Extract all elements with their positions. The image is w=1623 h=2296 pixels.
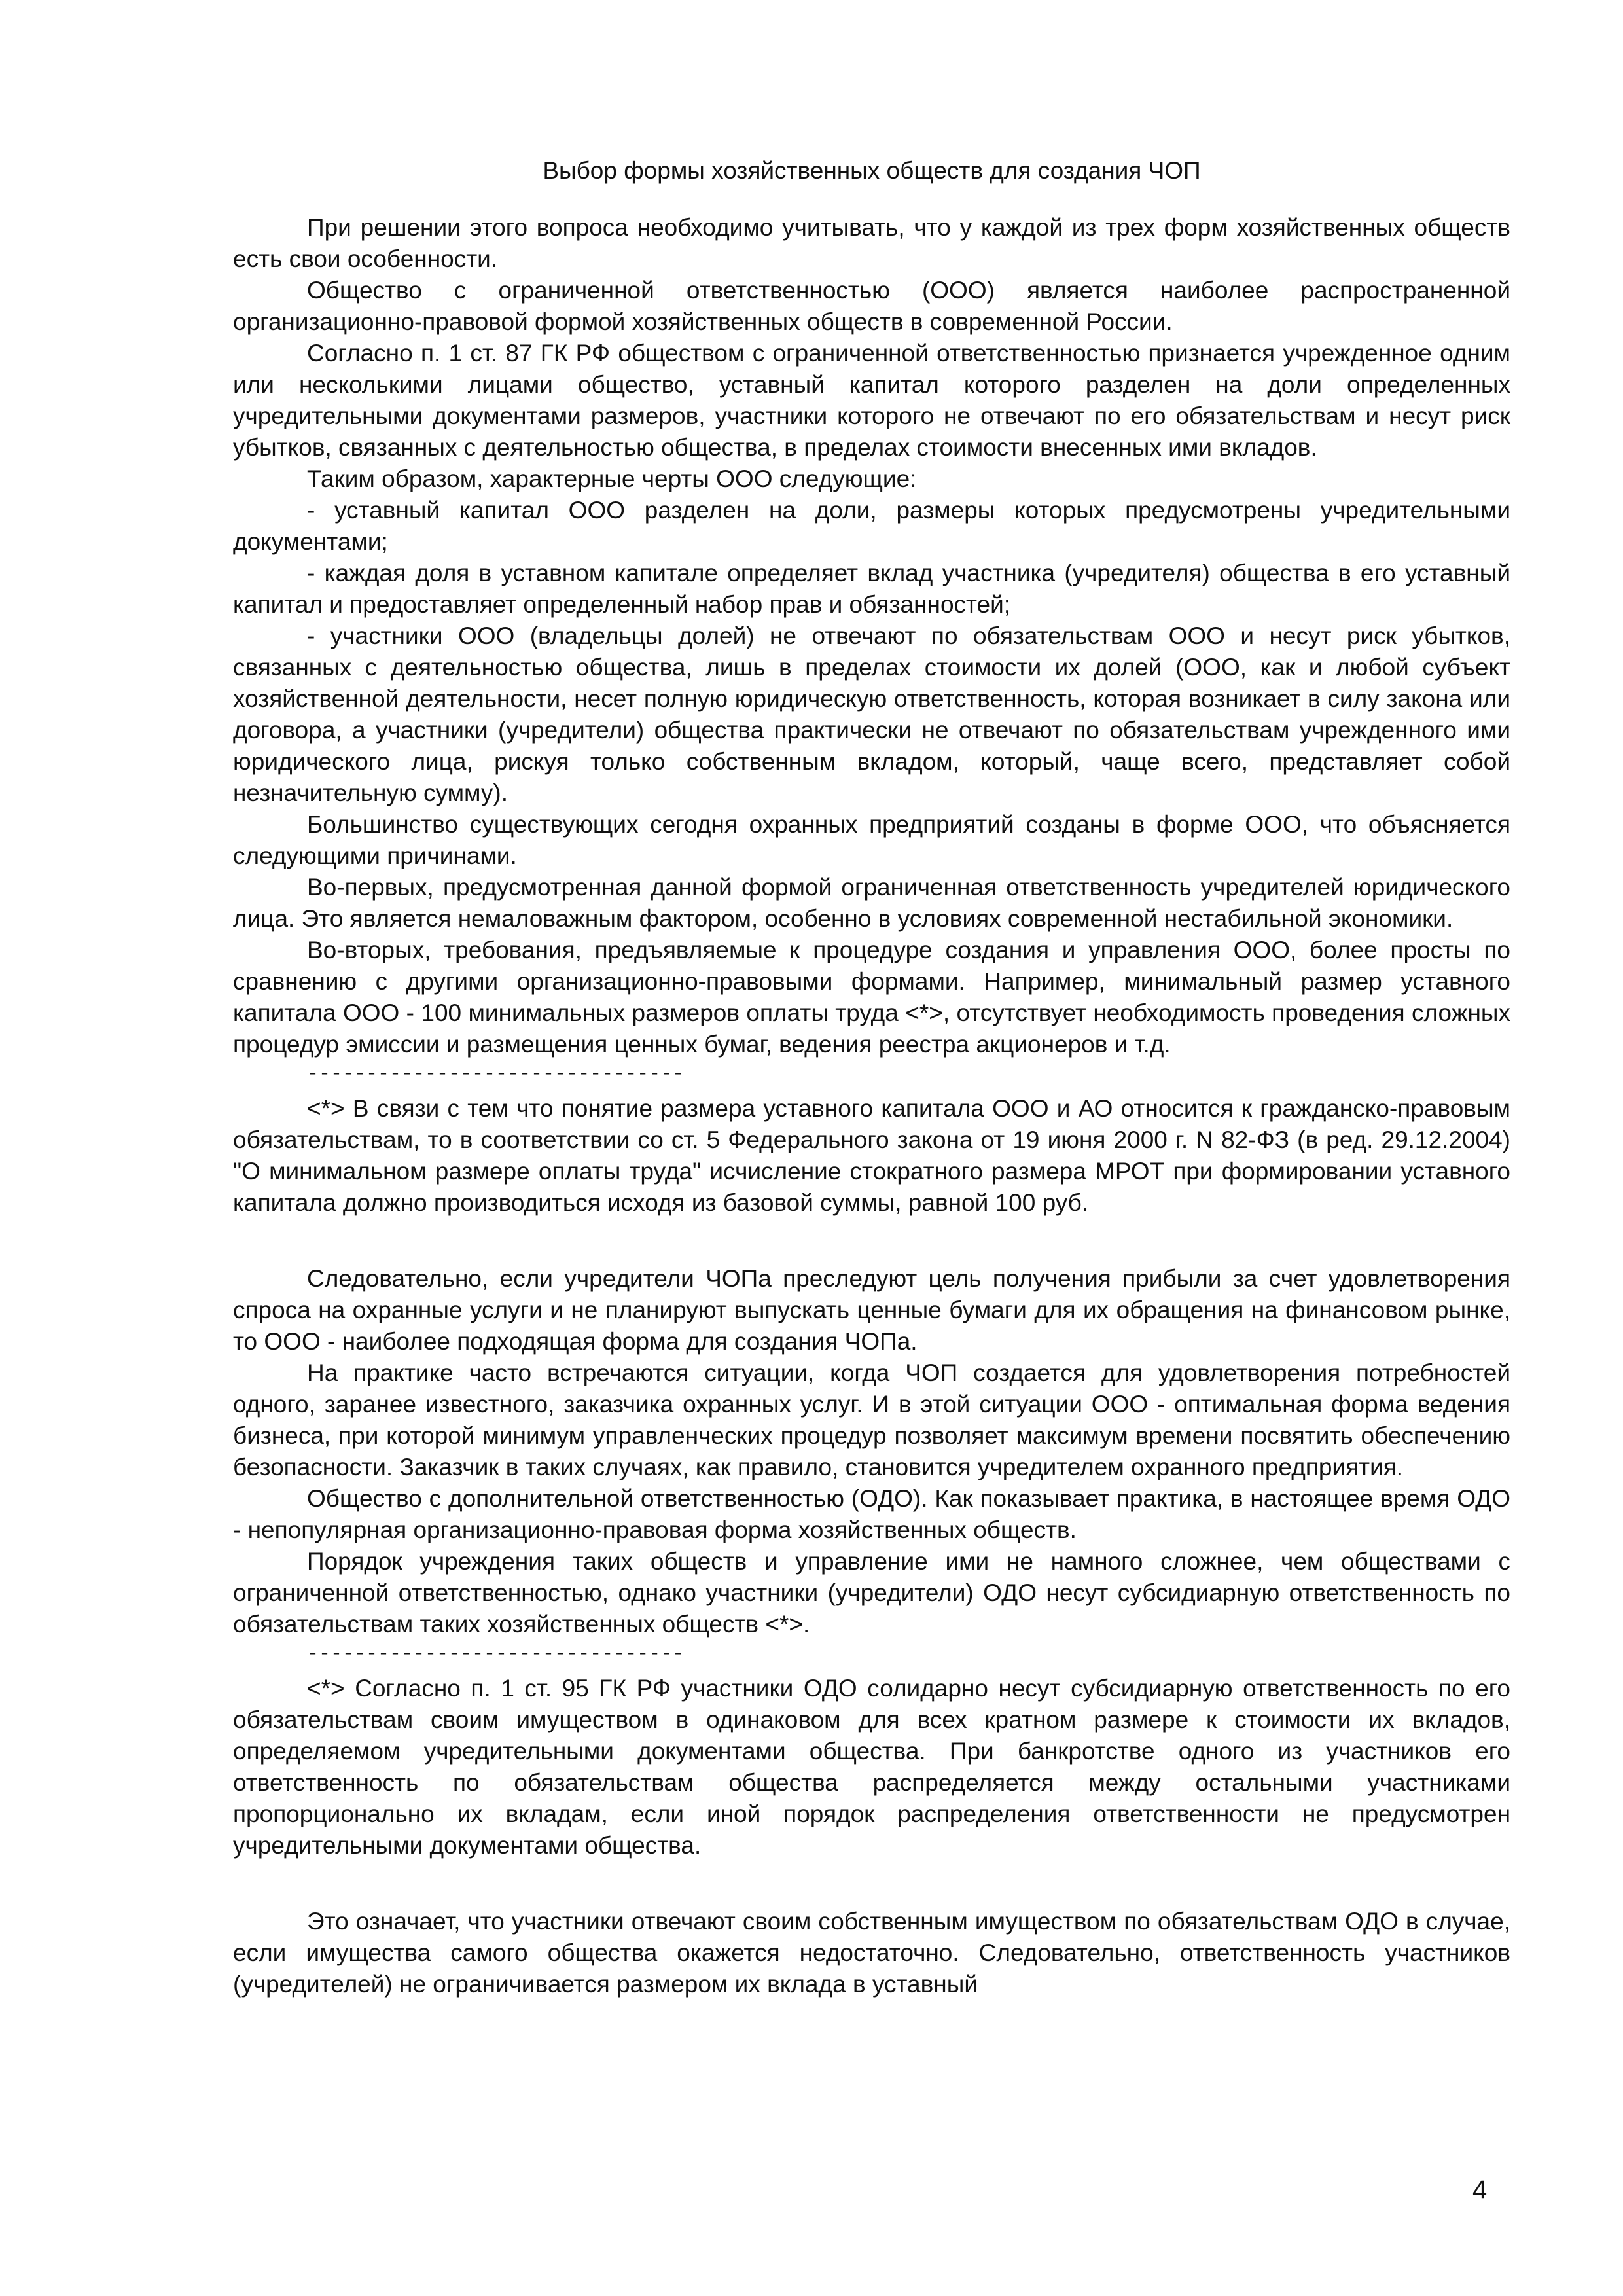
list-item: - каждая доля в уставном капитале определяет вклад участника (учредителя) общества в его уставный капитал и предоставляет определенный набор прав и обязанностей; (233, 560, 1510, 618)
footnote: <*> Согласно п. 1 ст. 95 ГК РФ участники ОДО солидарно несут субсидиарную ответственность по его обязательствам своим имуществом в одинаковом для всех кратном размере к стоимости их вкладов, определяемом учредительными документами общества. При банкротстве одного из участников его ответственность по обязательствам общества распределяется между остальными участниками пропорционально их вкладам, если иной порядок распределения ответственности не предусмотрен учредительными документами общества. (233, 1675, 1510, 1859)
page-number: 4 (1472, 2176, 1488, 2204)
paragraph: Следовательно, если учредители ЧОПа преследуют цель получения прибыли за счет удовлетворения спроса на охранные услуги и не планируют выпускать ценные бумаги для их обращения на финансовом рынке, то ООО - наиболее подходящая форма для создания ЧОПа. (233, 1265, 1510, 1355)
list-item: - уставный капитал ООО разделен на доли, размеры которых предусмотрены учредительными документами; (233, 497, 1510, 555)
list-item: - участники ООО (владельцы долей) не отвечают по обязательствам ООО и несут риск убытков, связанных с деятельностью общества, лишь в пределах стоимости их долей (ООО, как и любой субъект хозяйственной деятельности, несет полную юридическую ответственность, которая возникает в силу закона или договора, а участники (учредители) общества практически не отвечают по обязательствам учрежденного ими юридического лица, рискуя только собственным вкладом, который, чаще всего, представляет собой незначительную сумму). (233, 622, 1510, 806)
paragraph: Согласно п. 1 ст. 87 ГК РФ обществом с ограниченной ответственностью признается учрежденное одним или несколькими лицами общество, уставный капитал которого разделен на доли определенных учредительными документами размеров, участники которого не отвечают по его обязательствам и несут риск убытков, связанных с деятельностью общества, в пределах стоимости внесенных ими вкладов. (233, 340, 1510, 461)
paragraph: При решении этого вопроса необходимо учитывать, что у каждой из трех форм хозяйственных обществ есть свои особенности. (233, 214, 1510, 272)
footnote-separator: -------------------------------- (307, 1643, 685, 1665)
paragraph: Общество с дополнительной ответственностью (ОДО). Как показывает практика, в настоящее время ОДО - непопулярная организационно-правовая форма хозяйственных обществ. (233, 1485, 1510, 1543)
paragraph: Это означает, что участники отвечают своим собственным имуществом по обязательствам ОДО в случае, если имущества самого общества окажется недостаточно. Следовательно, ответственность участников (учредителей) не ограничивается размером их вклада в уставный (233, 1908, 1510, 1998)
paragraph: Большинство существующих сегодня охранных предприятий созданы в форме ООО, что объясняется следующими причинами. (233, 811, 1510, 869)
paragraph: Во-вторых, требования, предъявляемые к процедуре создания и управления ООО, более просты по сравнению с другими организационно-правовыми формами. Например, минимальный размер уставного капитала ООО - 100 минимальных размеров оплаты труда <*>, отсутствует необходимость проведения сложных процедур эмиссии и размещения ценных бумаг, ведения реестра акционеров и т.д. (233, 937, 1510, 1058)
document-page (233, 154, 1510, 2000)
footnote-separator: -------------------------------- (307, 1063, 685, 1085)
paragraph: На практике часто встречаются ситуации, когда ЧОП создается для удовлетворения потребностей одного, заранее известного, заказчика охранных услуг. И в этой ситуации ООО - оптимальная форма ведения бизнеса, при которой минимум управленческих процедур позволяет максимум времени посвятить обеспечению безопасности. Заказчик в таких случаях, как правило, становится учредителем охранного предприятия. (233, 1359, 1510, 1480)
footnote: <*> В связи с тем что понятие размера уставного капитала ООО и АО относится к гражданско-правовым обязательствам, то в соответствии со ст. 5 Федерального закона от 19 июня 2000 г. N 82-ФЗ (в ред. 29.12.2004) "О минимальном размере оплаты труда" исчисление стократного размера МРОТ при формировании уставного капитала должно производиться исходя из базовой суммы, равной 100 руб. (233, 1095, 1510, 1216)
paragraph: Порядок учреждения таких обществ и управление ими не намного сложнее, чем обществами с ограниченной ответственностью, однако участники (учредители) ОДО несут субсидиарную ответственность по обязательствам таких хозяйственных обществ <*>. (233, 1548, 1510, 1638)
paragraph: Во-первых, предусмотренная данной формой ограниченная ответственность учредителей юридического лица. Это является немаловажным фактором, особенно в условиях современной нестабильной экономики. (233, 874, 1510, 932)
document-title: Выбор формы хозяйственных обществ для создания ЧОП (543, 157, 1201, 184)
paragraph: Таким образом, характерные черты ООО следующие: (307, 465, 917, 492)
spacer (233, 1861, 1510, 1906)
paragraph: Общество с ограниченной ответственностью (ООО) является наиболее распространенной организационно-правовой формой хозяйственных обществ в современной России. (233, 277, 1510, 335)
spacer (233, 1219, 1510, 1263)
